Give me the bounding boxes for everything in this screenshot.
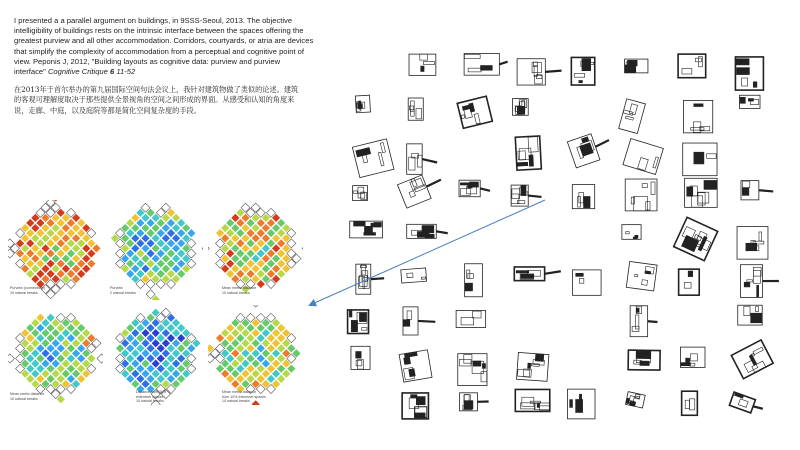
map-caption: Mean metric distance 10 natural breaks — [10, 392, 45, 401]
building-plan — [403, 307, 435, 335]
purview-map — [8, 305, 103, 405]
building-plan — [623, 139, 663, 175]
building-plan — [399, 350, 432, 382]
building-plan — [517, 59, 561, 85]
building-plan — [458, 354, 487, 386]
building-plan — [514, 267, 561, 281]
building-plan — [408, 98, 423, 120]
building-plan — [738, 305, 762, 325]
building-plan — [630, 306, 657, 337]
building-plan — [407, 224, 448, 238]
purview-map — [8, 200, 103, 300]
building-plan — [739, 95, 760, 108]
building-plan — [572, 270, 601, 295]
building-plan — [678, 54, 706, 78]
purview-map — [208, 200, 303, 300]
building-plan — [355, 95, 370, 113]
map-caption: Purview 2 natural breaks — [110, 286, 136, 295]
building-plan — [515, 389, 549, 411]
building-plan — [407, 144, 437, 175]
map-caption: Mean metric distance from 10% extensive spaces 10 natural breaks — [222, 390, 266, 404]
journal-pages: 11-52 — [114, 67, 136, 77]
building-plan — [571, 57, 594, 85]
building-plan — [683, 143, 717, 176]
map-caption: Distance from 10% extensive spaces 10 natural breaks — [136, 390, 167, 404]
building-plan — [512, 99, 528, 116]
building-plan — [737, 227, 768, 260]
english-quote-text: I presented a a parallel argument on buildings, in 9SSS-Seoul, 2013. The objective intelligibility of buildings rests on the intrinsic interface between the spaces offering the greatest purview and all other accommodation. Corridors, courtyards, or atria are devices that simplify the complexity of accommodation from a perceptual and cognitive point of view. Peponis J, 2012, "Building layouts as cognitive data: purview and purview interface" — [14, 16, 314, 77]
building-plan — [619, 99, 646, 134]
building-plan — [409, 54, 436, 75]
building-plan — [348, 310, 369, 334]
building-plan — [628, 350, 660, 370]
building-plan — [568, 389, 595, 419]
building-plan — [401, 268, 427, 283]
building-plan — [731, 340, 773, 379]
building-plan — [460, 393, 489, 411]
purview-map — [108, 200, 203, 300]
building-plan — [352, 139, 394, 178]
building-plan — [457, 96, 492, 128]
building-plans-collection — [340, 48, 785, 433]
building-plan — [626, 261, 657, 290]
building-plan — [517, 352, 549, 381]
building-plan — [356, 264, 384, 294]
map-caption: Purview (connectivity) 10 natural breaks — [10, 286, 45, 295]
building-plan — [402, 393, 428, 419]
building-plan — [625, 179, 657, 211]
quote-block — [14, 16, 314, 116]
building-plan — [685, 178, 718, 207]
building-plan — [465, 264, 483, 297]
map-caption: Mean metric distance 10 natural breaks — [222, 286, 257, 295]
purview-maps-panel — [8, 200, 308, 410]
building-plan — [740, 265, 778, 298]
building-plan — [622, 225, 641, 240]
building-plan — [351, 346, 370, 369]
building-plan — [572, 184, 594, 208]
journal-name: Cognitive Critique — [47, 67, 110, 77]
chinese-translation: 在2013年于首尔举办的第九届国际空间句法会议上，我针对建筑物做了类似的论述。建筑的客观可理解度取决于那些提供全景视角的空间之间形成的界面。从感受和认知的角度来说，走廊、中庭，以及庭院等都是简化空间复杂度的手段。 — [14, 85, 299, 115]
journal-volume: 6 — [109, 67, 115, 77]
building-plan — [511, 185, 541, 206]
building-plan — [679, 269, 700, 295]
building-plan — [397, 169, 446, 208]
building-plan — [625, 392, 645, 408]
building-plan — [350, 221, 383, 238]
building-plan — [682, 391, 698, 415]
building-plan — [683, 100, 712, 132]
building-plan — [456, 310, 486, 327]
building-plan — [674, 217, 718, 260]
building-plan — [735, 57, 763, 90]
building-plan — [459, 180, 490, 197]
building-plan — [567, 129, 614, 168]
building-plan — [353, 186, 368, 201]
english-quote — [14, 16, 314, 77]
building-plan — [729, 392, 764, 416]
building-plan — [741, 181, 773, 200]
building-plan — [625, 59, 648, 73]
building-plan — [515, 136, 541, 170]
building-plan — [464, 53, 508, 75]
building-plan — [680, 347, 705, 367]
